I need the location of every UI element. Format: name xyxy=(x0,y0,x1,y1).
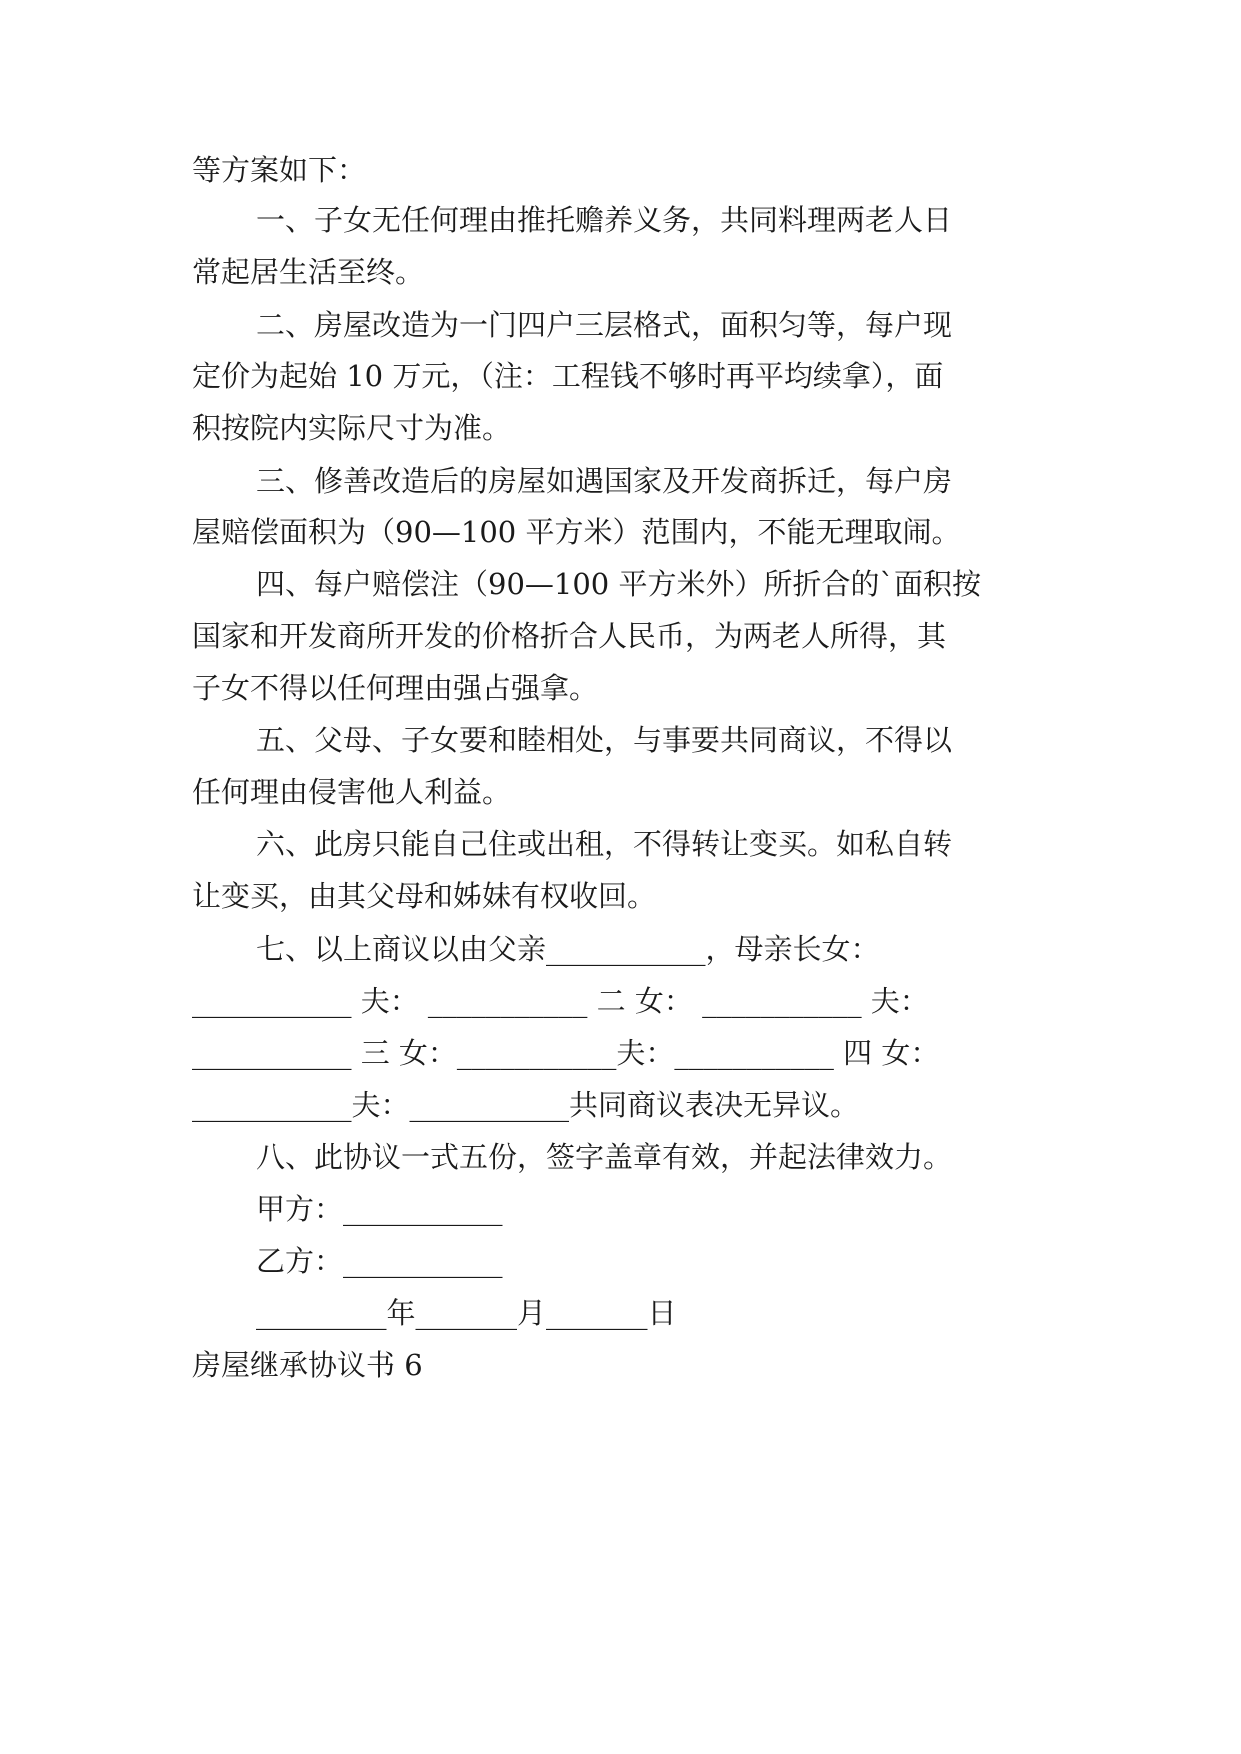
clause-1-line-2: 常起居生活至终。 xyxy=(192,255,425,289)
clause-4-line-3: 子女不得以任何理由强占强拿。 xyxy=(192,671,599,705)
clause-5-line-1: 五、父母、子女要和睦相处，与事要共同商议，不得以 xyxy=(256,723,953,757)
clause-7-line-2: ___________ 夫： ___________ 二 女： ___________ 夫： xyxy=(192,984,929,1018)
clause-2-line-3: 积按院内实际尺寸为准。 xyxy=(192,411,512,445)
clause-5-line-2: 任何理由侵害他人利益。 xyxy=(192,775,512,809)
clause-7-line-4: ___________夫：___________共同商议表决无异议。 xyxy=(192,1088,860,1122)
clause-8-line-1: 八、此协议一式五份，签字盖章有效，并起法律效力。 xyxy=(256,1140,953,1174)
clause-7-line-1: 七、以上商议以由父亲___________，母亲长女： xyxy=(256,932,880,966)
party-b-signature-line: 乙方：___________ xyxy=(256,1244,503,1278)
date-line: _________年_______月_______日 xyxy=(256,1296,677,1330)
clause-1-line-1: 一、子女无任何理由推托赡养义务，共同料理两老人日 xyxy=(256,203,953,237)
clause-6-line-1: 六、此房只能自己住或出租，不得转让变买。如私自转 xyxy=(256,827,953,861)
clause-3-line-2: 屋赔偿面积为（90—100 平方米）范围内，不能无理取闹。 xyxy=(192,515,961,549)
intro-line: 等方案如下： xyxy=(192,153,367,187)
clause-4-line-2: 国家和开发商所开发的价格折合人民币，为两老人所得，其 xyxy=(192,619,947,653)
clause-2-line-1: 二、房屋改造为一门四户三层格式，面积匀等，每户现 xyxy=(256,308,953,342)
next-document-heading: 房屋继承协议书 6 xyxy=(192,1348,423,1382)
clause-2-line-2: 定价为起始 10 万元，（注：工程钱不够时再平均续拿），面 xyxy=(192,359,944,393)
clause-7-line-3: ___________ 三 女：___________夫：___________ 四 女： xyxy=(192,1036,940,1070)
party-a-signature-line: 甲方：___________ xyxy=(256,1192,503,1226)
clause-4-line-1: 四、每户赔偿注（90—100 平方米外）所折合的`面积按 xyxy=(256,567,981,601)
clause-6-line-2: 让变买，由其父母和姊妹有权收回。 xyxy=(192,879,657,913)
clause-3-line-1: 三、修善改造后的房屋如遇国家及开发商拆迁，每户房 xyxy=(256,464,953,498)
